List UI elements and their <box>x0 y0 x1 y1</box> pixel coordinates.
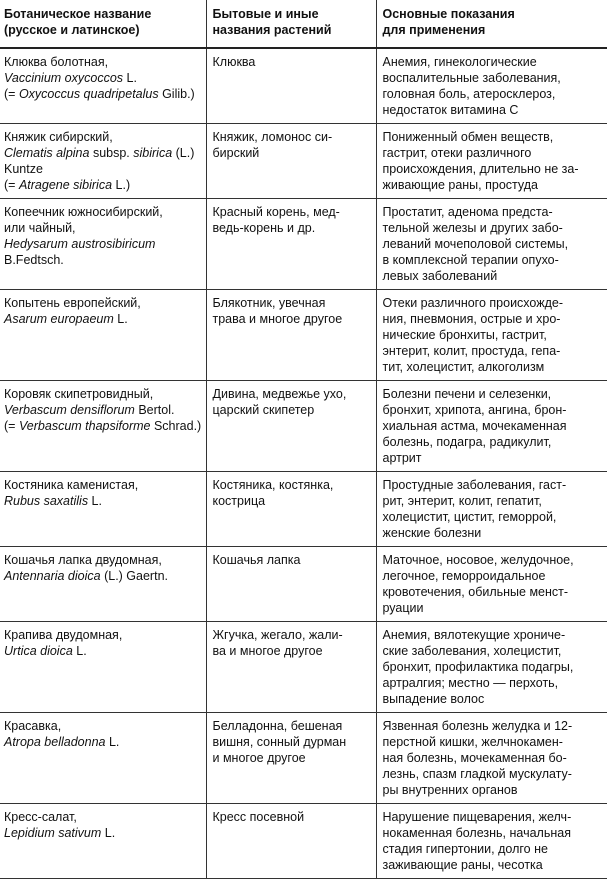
botanical-name-cell <box>0 622 206 713</box>
common-names-cell <box>206 48 376 124</box>
author-citation: L. <box>113 312 128 326</box>
latin-name-line <box>4 311 203 327</box>
latin-name: Vaccinium oxycoccos <box>4 71 124 85</box>
common-name-line: Жгучка, жегало, жали- <box>212 628 343 642</box>
botanical-name-cell <box>0 381 206 472</box>
indication-line: левых заболеваний <box>382 269 498 283</box>
author-citation: L. <box>101 826 116 840</box>
common-name-line: ведь-корень и др. <box>212 221 316 235</box>
common-names-cell <box>206 472 376 547</box>
common-name-line: Красный корень, мед- <box>212 205 340 219</box>
author-citation: L. <box>123 71 137 85</box>
indication-line: болезнь, подагра, радикулит, <box>382 435 552 449</box>
russian-name: Копеечник южносибирский, <box>4 205 163 219</box>
indications-cell <box>376 547 607 622</box>
indication-line: Простудные заболевания, гаст- <box>382 478 567 492</box>
botanical-name-cell <box>0 547 206 622</box>
table-header <box>0 0 607 48</box>
indication-line: живающие раны, простуда <box>382 178 538 192</box>
table-row <box>0 472 607 547</box>
table-row <box>0 547 607 622</box>
common-name-line: Кресс посевной <box>212 810 305 824</box>
table-row <box>0 622 607 713</box>
header-botanical: Ботаническое название (русское и латинское) <box>0 0 206 48</box>
indication-line: Отеки различного происхожде- <box>382 296 563 310</box>
indication-line: заживающие раны, чесотка <box>382 858 543 872</box>
author-citation: L. <box>72 644 87 658</box>
table-row <box>0 199 607 290</box>
latin-name: Verbascum densiflorum <box>4 403 135 417</box>
indication-line: женские болезни <box>382 526 482 540</box>
indication-line: недостаток витамина С <box>382 103 519 117</box>
table-row <box>0 381 607 472</box>
latin-name-line <box>4 236 203 268</box>
latin-name-infra: sibirica <box>133 146 173 160</box>
common-name-line: Белладонна, бешеная <box>212 719 343 733</box>
indication-line: хиальная астма, мочекаменная <box>382 419 567 433</box>
synonym-line <box>4 86 203 102</box>
botanical-name-cell <box>0 804 206 879</box>
latin-name-line <box>4 568 203 584</box>
indication-line: энтерит, колит, простуда, гепа- <box>382 344 561 358</box>
botanical-name-cell <box>0 124 206 199</box>
indication-line: Простатит, аденома предста- <box>382 205 553 219</box>
common-name-line: Блякотник, увечная <box>212 296 326 310</box>
indication-line: легочное, геморроидальное <box>382 569 546 583</box>
common-names-cell <box>206 381 376 472</box>
indication-line: Пониженный обмен веществ, <box>382 130 554 144</box>
common-names-cell <box>206 713 376 804</box>
synonym-line <box>4 177 203 193</box>
indication-line: Анемия, гинекологические <box>382 55 537 69</box>
header-row <box>0 0 607 48</box>
latin-name: Rubus saxatilis <box>4 494 89 508</box>
indications-cell <box>376 124 607 199</box>
latin-name-line <box>4 643 203 659</box>
indication-line: ры внутренних органов <box>382 783 518 797</box>
indication-line: руации <box>382 601 424 615</box>
indication-line: выпадение волос <box>382 692 485 706</box>
author-citation: Bertol. <box>134 403 175 417</box>
synonym-latin: Atragene sibirica <box>18 178 113 192</box>
table-row <box>0 290 607 381</box>
botanical-name-cell <box>0 199 206 290</box>
indication-line: бронхит, профилактика подагры, <box>382 660 574 674</box>
latin-name-line <box>4 70 203 86</box>
indication-line: воспалительные заболевания, <box>382 71 561 85</box>
latin-name-line <box>4 825 203 841</box>
russian-name: Красавка, <box>4 719 62 733</box>
russian-name-alt: или чайный, <box>4 221 76 235</box>
common-names-cell <box>206 547 376 622</box>
indication-line: леваний мочеполовой системы, <box>382 237 569 251</box>
synonym-prefix: (= <box>4 419 19 433</box>
latin-name: Hedysarum austrosibiricum <box>4 237 156 251</box>
russian-name: Коровяк скипетровидный, <box>4 387 154 401</box>
synonym-prefix: (= <box>4 178 19 192</box>
russian-name: Кошачья лапка двудомная, <box>4 553 162 567</box>
common-names-cell <box>206 622 376 713</box>
indication-line: в комплексной терапии опухо- <box>382 253 559 267</box>
author-citation-infra: (L.) Kuntze <box>4 146 195 176</box>
indication-line: артралгия; местно — перхоть, <box>382 676 559 690</box>
common-name-line: Кошачья лапка <box>212 553 301 567</box>
indication-line: Язвенная болезнь желудка и 12- <box>382 719 573 733</box>
common-name-line: ва и многое другое <box>212 644 323 658</box>
common-name-line: кострица <box>212 494 266 508</box>
latin-name-line <box>4 402 203 418</box>
author-citation: L. <box>105 735 120 749</box>
common-name-line: Княжик, ломонос си- <box>212 130 333 144</box>
indication-line: артрит <box>382 451 422 465</box>
latin-name: Atropa belladonna <box>4 735 106 749</box>
botanical-name-cell <box>0 472 206 547</box>
indications-cell <box>376 48 607 124</box>
common-name-line: Дивина, медвежье ухо, <box>212 387 347 401</box>
common-name-line: царский скипетер <box>212 403 315 417</box>
russian-name: Кресс-салат, <box>4 810 77 824</box>
table-row <box>0 124 607 199</box>
author-citation: L. <box>88 494 102 508</box>
synonym-suffix: Gilib.) <box>158 87 195 101</box>
indication-line: тит, холецистит, алкоголизм <box>382 360 545 374</box>
indications-cell <box>376 381 607 472</box>
table-row <box>0 48 607 124</box>
synonym-prefix: (= <box>4 87 19 101</box>
header-indications: Основные показания для применения <box>376 0 607 48</box>
indications-cell <box>376 713 607 804</box>
latin-name: Antennaria dioica <box>4 569 101 583</box>
indication-line: Болезни печени и селезенки, <box>382 387 552 401</box>
common-name-line: бирский <box>212 146 260 160</box>
botanical-name-cell <box>0 713 206 804</box>
indication-line: ния, пневмония, острые и хро- <box>382 312 561 326</box>
common-names-cell <box>206 290 376 381</box>
indication-line: Маточное, носовое, желудочное, <box>382 553 574 567</box>
indication-line: рит, энтерит, колит, гепатит, <box>382 494 542 508</box>
indication-line: головная боль, атеросклероз, <box>382 87 556 101</box>
indication-line: лезнь, спазм гладкой мускулату- <box>382 767 572 781</box>
latin-name-line <box>4 493 203 509</box>
russian-name: Княжик сибирский, <box>4 130 113 144</box>
russian-name: Копытень европейский, <box>4 296 141 310</box>
indication-line: происхождения, длительно не за- <box>382 162 579 176</box>
latin-name-line <box>4 734 203 750</box>
latin-name-line <box>4 145 203 177</box>
indications-cell <box>376 290 607 381</box>
common-names-cell <box>206 124 376 199</box>
indications-cell <box>376 804 607 879</box>
latin-name: Clematis alpina <box>4 146 90 160</box>
latin-name: Lepidium sativum <box>4 826 102 840</box>
russian-name: Крапива двудомная, <box>4 628 123 642</box>
indication-line: Анемия, вялотекущие хрониче- <box>382 628 566 642</box>
indications-cell <box>376 622 607 713</box>
russian-name: Костяника каменистая, <box>4 478 139 492</box>
common-names-cell <box>206 199 376 290</box>
table-row <box>0 804 607 879</box>
indication-line: тельной железы и других забо- <box>382 221 563 235</box>
indication-line: перстной кишки, желчнокамен- <box>382 735 563 749</box>
common-names-cell <box>206 804 376 879</box>
author-citation: (L.) Gaertn. <box>100 569 168 583</box>
synonym-suffix: Schrad.) <box>150 419 202 433</box>
indication-line: Нарушение пищеварения, желч- <box>382 810 572 824</box>
indication-line: гастрит, отеки различного <box>382 146 532 160</box>
common-name-line: Клюква <box>212 55 256 69</box>
indication-line: ная болезнь, мочекаменная бо- <box>382 751 567 765</box>
botanical-name-cell <box>0 290 206 381</box>
author-citation: B.Fedtsch. <box>4 253 64 267</box>
common-name-line: и многое другое <box>212 751 306 765</box>
table-row <box>0 713 607 804</box>
table-body <box>0 48 607 879</box>
indication-line: нокаменная болезнь, начальная <box>382 826 571 840</box>
latin-name: Urtica dioica <box>4 644 73 658</box>
indication-line: ские заболевания, холецистит, <box>382 644 562 658</box>
latin-name: Asarum europaeum <box>4 312 114 326</box>
synonym-latin: Verbascum thapsiforme <box>18 419 151 433</box>
synonym-line <box>4 418 203 434</box>
indication-line: бронхит, хрипота, ангина, брон- <box>382 403 567 417</box>
indication-line: кровотечения, обильные менст- <box>382 585 569 599</box>
common-name-line: Костяника, костянка, <box>212 478 334 492</box>
indication-line: стадия гипертонии, долго не <box>382 842 548 856</box>
synonym-latin: Oxycoccus quadripetalus <box>18 87 159 101</box>
indications-cell <box>376 472 607 547</box>
indications-cell <box>376 199 607 290</box>
botanical-name-cell <box>0 48 206 124</box>
common-name-line: вишня, сонный дурман <box>212 735 347 749</box>
synonym-suffix: L.) <box>112 178 131 192</box>
indication-line: холецистит, цистит, геморрой, <box>382 510 557 524</box>
russian-name: Клюква болотная, <box>4 55 109 69</box>
author-citation: subsp. <box>89 146 134 160</box>
indication-line: нические бронхиты, гастрит, <box>382 328 547 342</box>
header-common: Бытовые и иные названия растений <box>206 0 376 48</box>
common-name-line: трава и многое другое <box>212 312 343 326</box>
